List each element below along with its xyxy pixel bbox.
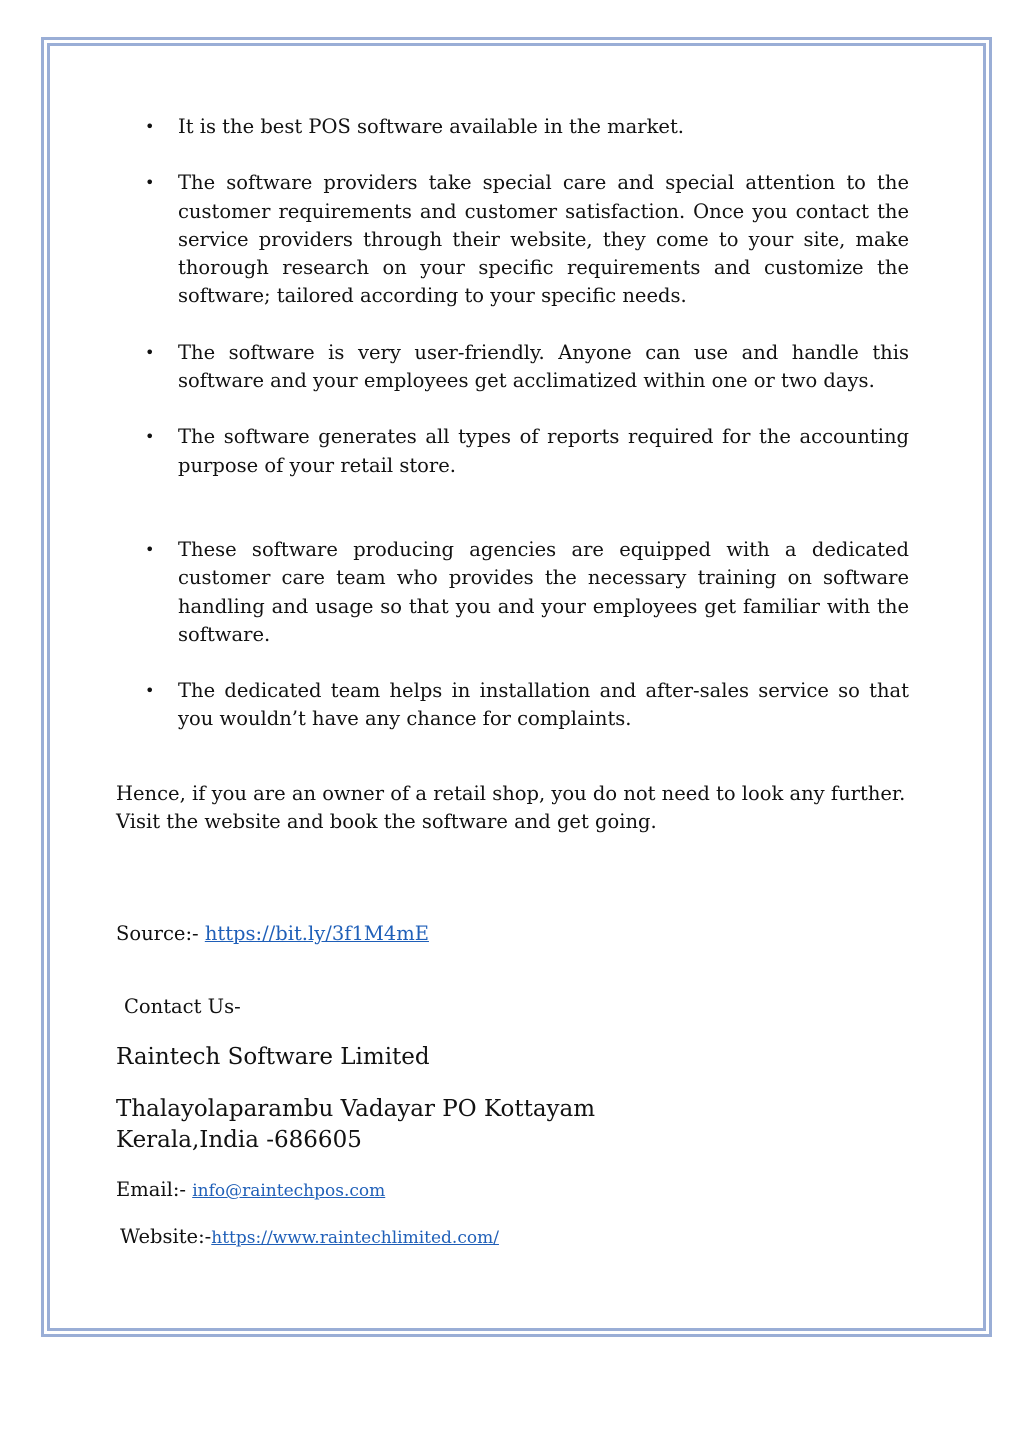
website-line <box>116 1225 909 1248</box>
email-line <box>116 1178 909 1201</box>
document-body <box>116 113 909 1248</box>
bullet-icon: • <box>145 173 155 193</box>
list-item <box>116 339 909 396</box>
bullet-icon: • <box>145 117 155 136</box>
bullet-icon: • <box>145 342 155 362</box>
list-item-text: It is the best POS software available in the market. <box>178 115 685 138</box>
list-item-text: The software generates all types of reports required for the accounting purpose of your retail store. <box>178 425 909 477</box>
contact-heading: Contact Us- <box>124 995 241 1019</box>
company-name: Raintech Software Limited <box>116 1044 430 1071</box>
source-label: Source:- <box>116 922 205 946</box>
company-address <box>116 1094 909 1156</box>
website-link[interactable]: https://www.raintechlimited.com/ <box>211 1228 499 1249</box>
bullet-icon: • <box>145 427 155 447</box>
closing-paragraph: Hence, if you are an owner of a retail shop, you do not need to look any further. Visit the website and book the software and get going. <box>116 781 906 834</box>
list-item-text: The software providers take special care and special attention to the customer requirements and customer satisfaction. Once you contact the service providers through their website, they come to your site, make thorough research on your specific requirements and customize the software; tailored according to your specific needs. <box>178 171 909 308</box>
list-item <box>116 113 909 141</box>
list-item <box>116 169 909 310</box>
list-item <box>116 536 909 649</box>
list-item-text: These software producing agencies are equipped with a dedicated customer care team who provides the necessary training on software handling and usage so that you and your employees get familiar with the software. <box>178 537 909 646</box>
email-label: Email:- <box>116 1178 193 1202</box>
list-item <box>116 423 909 480</box>
email-link[interactable]: info@raintechpos.com <box>192 1181 386 1202</box>
source-line <box>116 922 909 945</box>
address-line-1: Thalayolaparambu Vadayar PO Kottayam <box>116 1096 596 1123</box>
list-item-text: The software is very user-friendly. Anyone can use and handle this software and your employees get acclimatized within one or two days. <box>178 340 909 393</box>
bullet-icon: • <box>145 681 155 701</box>
list-item-text: The dedicated team helps in installation and after-sales service so that you wouldn’t have any chance for complaints. <box>178 679 909 731</box>
list-item <box>116 677 909 734</box>
website-label: Website:- <box>120 1225 212 1249</box>
source-link[interactable]: https://bit.ly/3f1M4mE <box>204 922 429 946</box>
feature-list <box>116 113 909 734</box>
bullet-icon: • <box>145 539 155 559</box>
address-line-2: Kerala,India -686605 <box>116 1127 362 1154</box>
